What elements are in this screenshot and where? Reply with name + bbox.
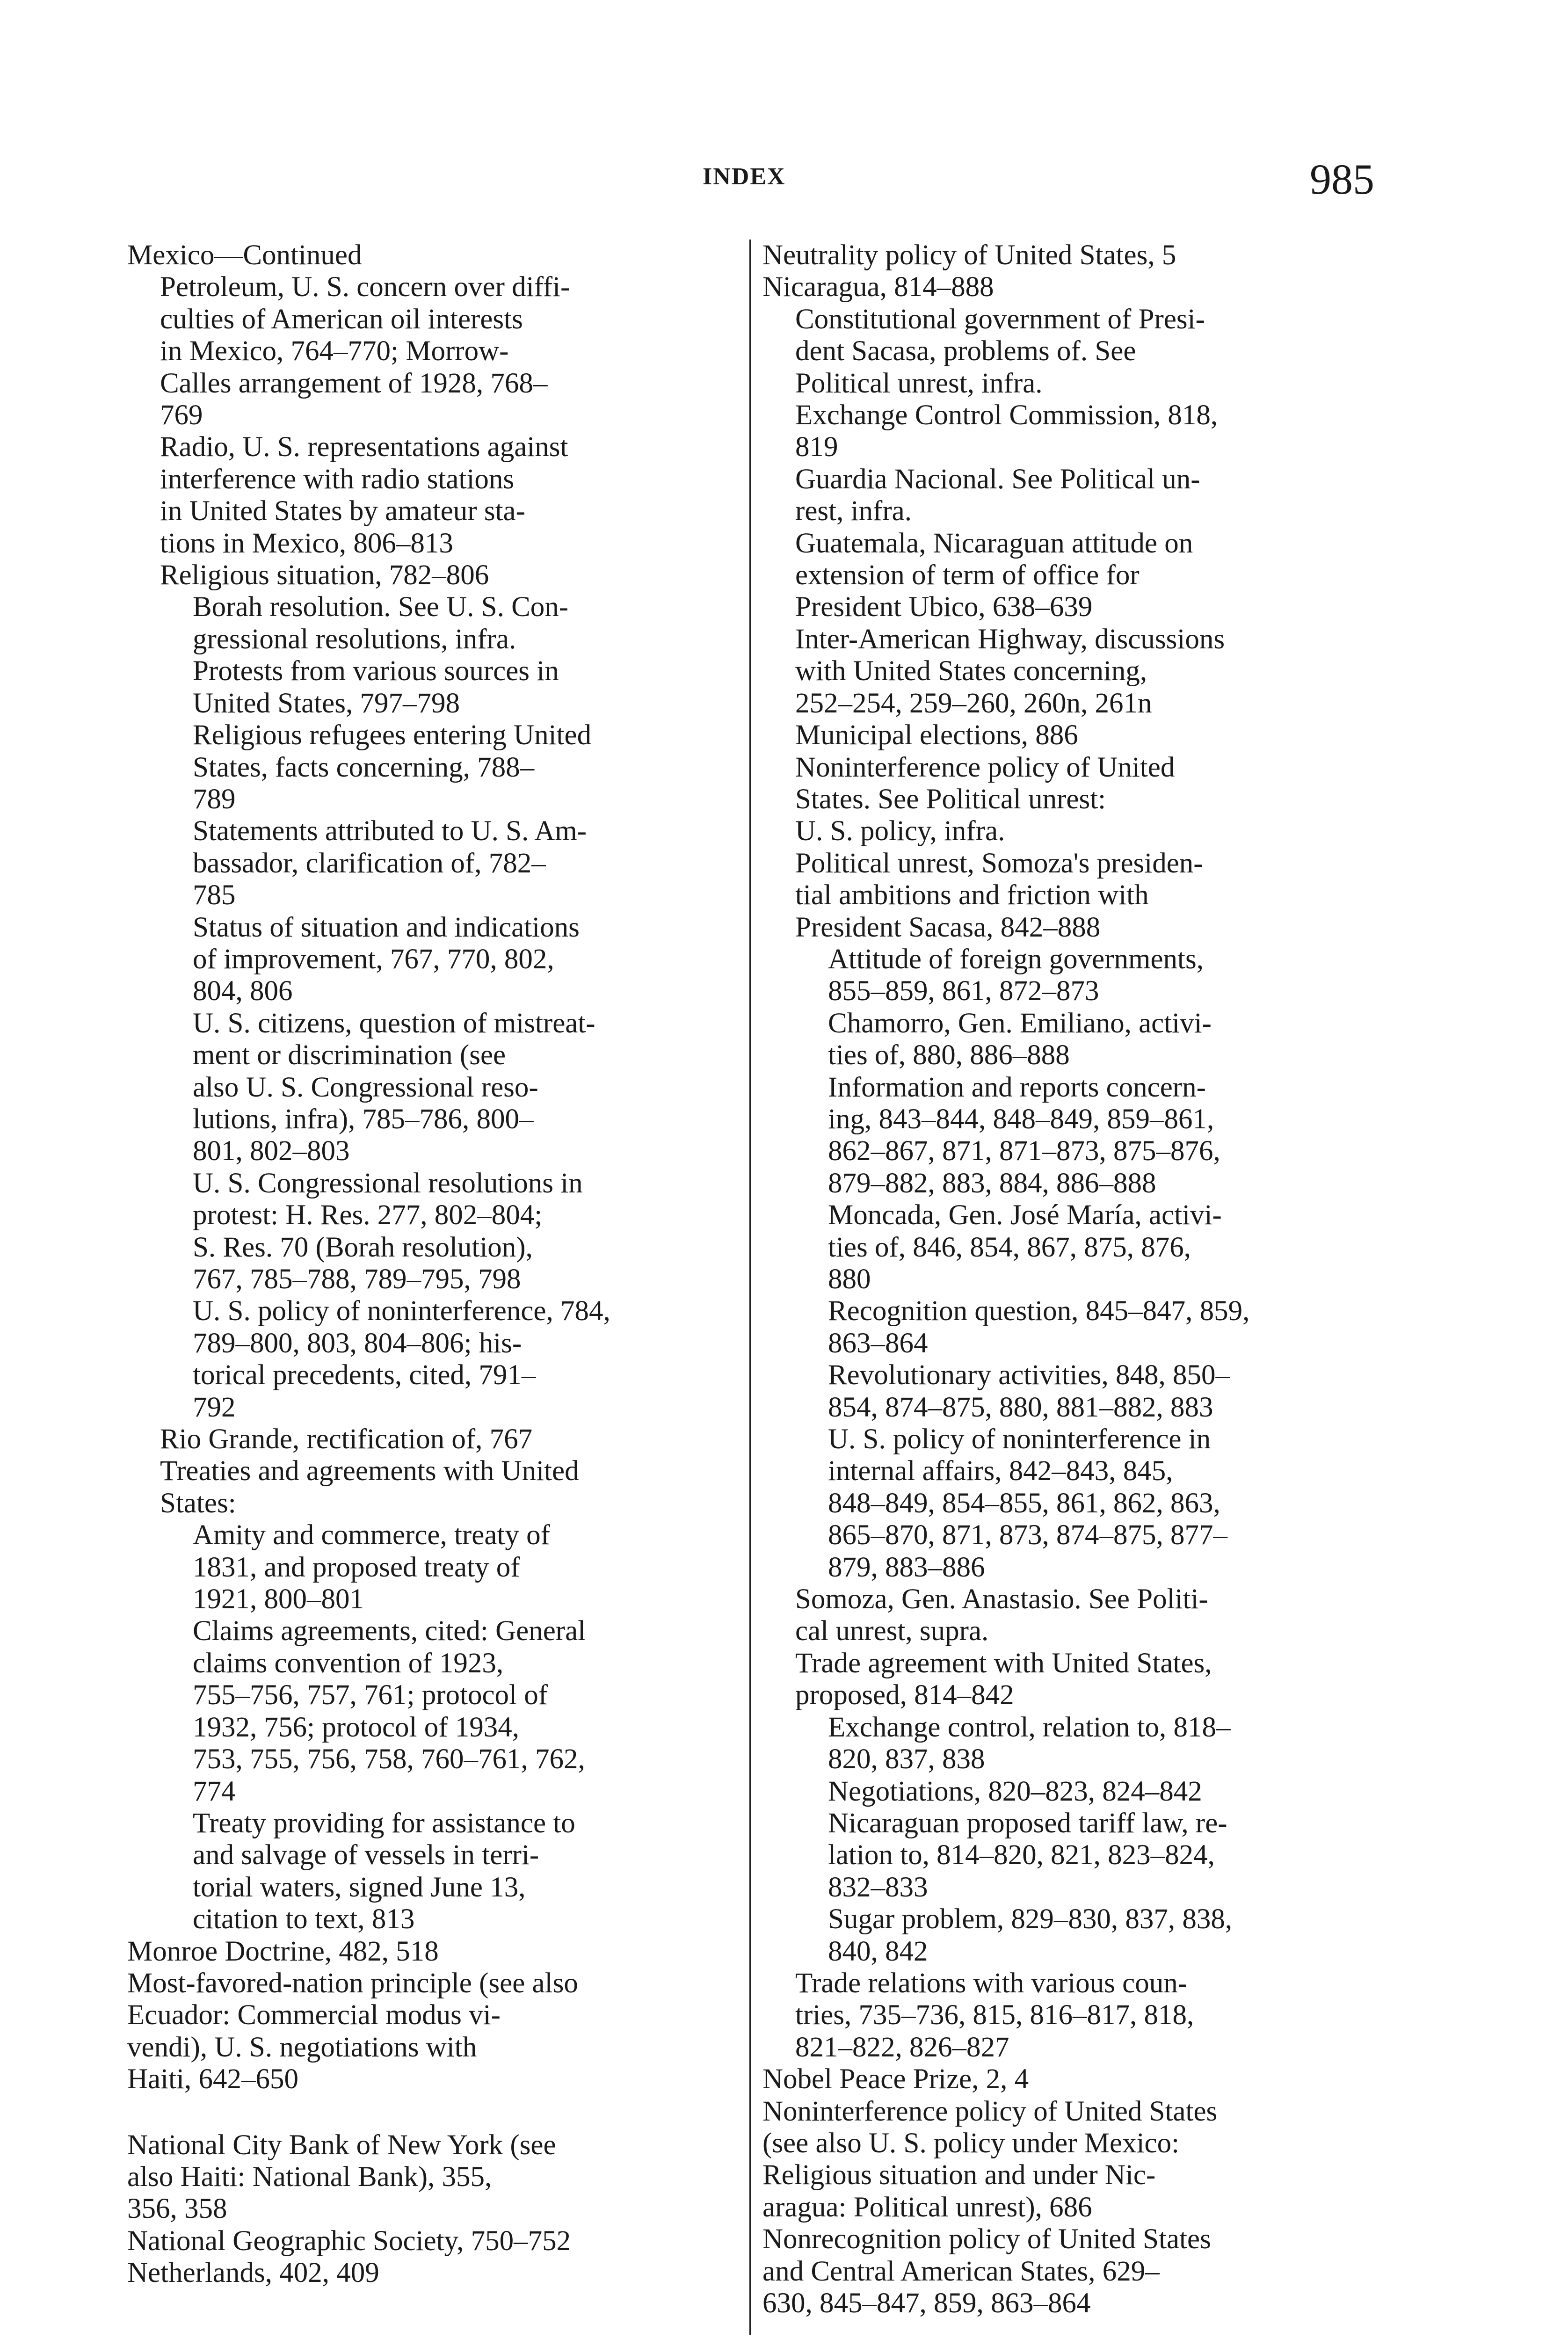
index-entry-line: Guatemala, Nicaraguan attitude on <box>795 527 1193 559</box>
index-entry-line: claims convention of 1923, <box>193 1647 504 1679</box>
index-entry-line: lutions, infra), 785–786, 800– <box>193 1103 534 1135</box>
index-entry-line: Most-favored-nation principle (see also <box>127 1967 578 1999</box>
index-entry-line: 1831, and proposed treaty of <box>193 1551 520 1583</box>
index-entry-line: President Sacasa, 842–888 <box>795 911 1101 943</box>
index-entry-line: National Geographic Society, 750–752 <box>127 2225 571 2257</box>
index-entry-line: ties of, 880, 886–888 <box>828 1039 1070 1071</box>
index-entry <box>127 431 749 559</box>
index-entry <box>127 240 749 271</box>
index-entry-line: Moncada, Gen. José María, activi- <box>828 1199 1222 1231</box>
index-entry-line: President Ubico, 638–639 <box>795 591 1093 623</box>
index-entry-line: U. S. policy of noninterference, 784, <box>193 1295 610 1327</box>
index-entry-line: bassador, clarification of, 782– <box>193 847 546 879</box>
index-entry-line: also U. S. Congressional reso- <box>193 1071 538 1103</box>
index-entry <box>762 1648 1385 1712</box>
index-entry <box>762 1776 1385 1808</box>
index-entry-line: 865–870, 871, 873, 874–875, 877– <box>828 1519 1227 1551</box>
index-entry <box>762 719 1385 751</box>
index-entry-line: 755–756, 757, 761; protocol of <box>193 1679 548 1711</box>
index-entry-line: 801, 802–803 <box>193 1135 350 1167</box>
index-entry-line: Haiti, 642–650 <box>127 2063 298 2095</box>
index-entry-line: and Central American States, 629– <box>762 2255 1160 2287</box>
index-entry-line: Calles arrangement of 1928, 768– <box>160 367 548 399</box>
page-title: INDEX <box>703 163 786 190</box>
index-entry-line: 789 <box>193 783 236 815</box>
index-entry-line: Petroleum, U. S. concern over diffi- <box>160 271 570 303</box>
index-entry-line: Ecuador: Commercial modus vi- <box>127 1999 501 2031</box>
index-entry <box>127 1295 749 1424</box>
index-entry-line: ties of, 846, 854, 867, 875, 876, <box>828 1231 1191 1263</box>
index-entry-line: torical precedents, cited, 791– <box>193 1359 536 1391</box>
index-entry-line: Political unrest, infra. <box>795 367 1043 399</box>
index-entry <box>762 2096 1385 2224</box>
index-entry-line: Protests from various sources in <box>193 655 559 687</box>
index-entry <box>127 1968 749 2096</box>
index-entry <box>762 944 1385 1008</box>
index-entry-line: Guardia Nacional. See Political un- <box>795 463 1200 495</box>
index-entry-line: Inter-American Highway, discussions <box>795 623 1225 655</box>
index-entry-line: rest, infra. <box>795 495 912 527</box>
index-entry <box>127 559 749 591</box>
index-entry-line: 862–867, 871, 871–873, 875–876, <box>828 1135 1220 1167</box>
index-entry-line: Exchange Control Commission, 818, <box>795 400 1218 431</box>
index-entry-line: 1921, 800–801 <box>193 1584 364 1615</box>
index-entry <box>127 815 749 911</box>
index-entry-line: Netherlands, 402, 409 <box>127 2257 379 2289</box>
index-entry <box>127 655 749 719</box>
index-entry <box>127 2225 749 2257</box>
index-entry-line: Nicaragua, 814–888 <box>762 271 994 303</box>
index-entry <box>127 1008 749 1168</box>
index-entry-line: 840, 842 <box>828 1935 928 1967</box>
index-entry-line: Sugar problem, 829–830, 837, 838, <box>828 1903 1233 1935</box>
index-entry-line: 769 <box>160 400 203 431</box>
index-entry-line: Nicaraguan proposed tariff law, re- <box>828 1807 1227 1839</box>
index-entry-line: Borah resolution. See U. S. Con- <box>193 591 569 623</box>
index-entry <box>762 1968 1385 2063</box>
index-entry <box>127 271 749 431</box>
index-entry-line: with United States concerning, <box>795 655 1147 687</box>
index-entry-line: Noninterference policy of United States <box>762 2095 1218 2127</box>
index-entry-line: 832–833 <box>828 1871 928 1903</box>
index-entry-line: Recognition question, 845–847, 859, <box>828 1295 1250 1327</box>
index-entry-line: Nonrecognition policy of United States <box>762 2223 1211 2255</box>
index-entry-line: Political unrest, Somoza's presiden- <box>795 847 1203 879</box>
index-entry <box>127 591 749 655</box>
index-entry <box>762 1359 1385 1424</box>
index-entry <box>127 1615 749 1807</box>
index-entry <box>127 2129 749 2225</box>
index-entry-line: Negotiations, 820–823, 824–842 <box>828 1775 1202 1807</box>
index-entry-line: cal unrest, supra. <box>795 1615 989 1647</box>
index-entry-line: in United States by amateur sta- <box>160 495 525 527</box>
index-entry-line: 879, 883–886 <box>828 1551 985 1583</box>
index-entry-line: 767, 785–788, 789–795, 798 <box>193 1264 521 1295</box>
index-entry-line: aragua: Political unrest), 686 <box>762 2191 1092 2223</box>
index-entry-line: Claims agreements, cited: General <box>193 1615 586 1647</box>
index-entry-line: 855–859, 861, 872–873 <box>828 975 1099 1007</box>
index-entry-line: United States, 797–798 <box>193 687 460 719</box>
index-entry <box>127 1808 749 1936</box>
index-entry <box>762 2223 1385 2319</box>
index-entry-line: gressional resolutions, infra. <box>193 623 516 655</box>
index-entry-line: dent Sacasa, problems of. See <box>795 335 1136 367</box>
index-entry-line: Treaties and agreements with United <box>160 1455 579 1487</box>
index-entry <box>762 1424 1385 1584</box>
index-entry <box>762 2063 1385 2095</box>
index-entry-line: tries, 735–736, 815, 816–817, 818, <box>795 1999 1194 2031</box>
entry-spacer <box>127 2096 749 2129</box>
index-entry <box>762 304 1385 400</box>
index-entry-line: 1932, 756; protocol of 1934, <box>193 1711 520 1743</box>
index-entry-line: Monroe Doctrine, 482, 518 <box>127 1935 439 1967</box>
column-divider <box>749 240 751 2335</box>
index-entry <box>127 1455 749 1519</box>
index-entry-line: States: <box>160 1487 236 1519</box>
index-entry-line: tial ambitions and friction with <box>795 879 1149 911</box>
index-entry-line: Trade agreement with United States, <box>795 1647 1212 1679</box>
index-entry-line: Radio, U. S. representations against <box>160 431 568 463</box>
index-entry-line: Nobel Peace Prize, 2, 4 <box>762 2063 1029 2095</box>
index-entry-line: Rio Grande, rectification of, 767 <box>160 1424 533 1455</box>
index-entry <box>762 1199 1385 1295</box>
index-entry <box>762 752 1385 848</box>
index-entry-line: torial waters, signed June 13, <box>193 1871 526 1903</box>
index-column-right <box>762 240 1385 2319</box>
index-entry-line: vendi), U. S. negotiations with <box>127 2031 477 2063</box>
index-entry-line: interference with radio stations <box>160 463 515 495</box>
index-entry <box>762 1808 1385 1903</box>
index-entry-line: culties of American oil interests <box>160 303 523 335</box>
index-entry-line: Statements attributed to U. S. Am- <box>193 815 587 847</box>
index-entry-line: 863–864 <box>828 1327 928 1359</box>
index-entry-line: 252–254, 259–260, 260n, 261n <box>795 687 1152 719</box>
index-entry <box>127 1168 749 1296</box>
index-entry-line: 356, 358 <box>127 2193 227 2225</box>
index-entry-line: Somoza, Gen. Anastasio. See Politi- <box>795 1584 1208 1615</box>
index-entry-line: Municipal elections, 886 <box>795 719 1078 751</box>
index-entry-line: 848–849, 854–855, 861, 862, 863, <box>828 1487 1220 1519</box>
index-entry <box>762 464 1385 528</box>
index-entry-line: Religious situation and under Nic- <box>762 2159 1156 2191</box>
index-entry <box>127 1519 749 1615</box>
index-entry-line: 821–822, 826–827 <box>795 2031 1009 2063</box>
index-entry <box>127 2257 749 2289</box>
index-entry-line: lation to, 814–820, 821, 823–824, <box>828 1839 1215 1871</box>
index-entry-line: National City Bank of New York (see <box>127 2129 556 2161</box>
index-entry-line: 785 <box>193 879 236 911</box>
index-entry-line: 819 <box>795 431 838 463</box>
index-entry-line: 880 <box>828 1264 871 1295</box>
index-entry-line: tions in Mexico, 806–813 <box>160 527 453 559</box>
index-column-left <box>127 240 749 2289</box>
page-number: 985 <box>1310 155 1374 203</box>
index-entry <box>762 848 1385 944</box>
index-entry <box>127 912 749 1008</box>
index-entry-line: Religious situation, 782–806 <box>160 559 489 591</box>
index-entry-line: 753, 755, 756, 758, 760–761, 762, <box>193 1743 585 1775</box>
index-entry-line: protest: H. Res. 277, 802–804; <box>193 1199 543 1231</box>
index-entry <box>762 1712 1385 1776</box>
index-entry-line: Chamorro, Gen. Emiliano, activi- <box>828 1007 1212 1039</box>
index-entry <box>762 400 1385 464</box>
index-entry-line: proposed, 814–842 <box>795 1679 1014 1711</box>
index-entry-line: U. S. policy of noninterference in <box>828 1424 1211 1455</box>
index-entry-line: Treaty providing for assistance to <box>193 1807 575 1839</box>
index-entry-line: 879–882, 883, 884, 886–888 <box>828 1167 1156 1199</box>
index-entry-line: 789–800, 803, 804–806; his- <box>193 1327 522 1359</box>
index-entry-line: Trade relations with various coun- <box>795 1967 1188 1999</box>
index-entry-line: ing, 843–844, 848–849, 859–861, <box>828 1103 1214 1135</box>
index-entry-line: Noninterference policy of United <box>795 751 1175 783</box>
index-entry-line: ment or discrimination (see <box>193 1039 506 1071</box>
index-entry-line: 820, 837, 838 <box>828 1743 985 1775</box>
index-entry-line: Exchange control, relation to, 818– <box>828 1711 1231 1743</box>
index-entry-line: extension of term of office for <box>795 559 1140 591</box>
index-entry-line: Religious refugees entering United <box>193 719 592 751</box>
index-entry <box>127 719 749 815</box>
index-entry-line: of improvement, 767, 770, 802, <box>193 943 554 975</box>
index-entry-line: Attitude of foreign governments, <box>828 943 1204 975</box>
index-entry-line: 804, 806 <box>193 975 293 1007</box>
index-entry-line: 774 <box>193 1775 236 1807</box>
index-entry-line: 854, 874–875, 880, 881–882, 883 <box>828 1391 1213 1423</box>
index-entry-line: (see also U. S. policy under Mexico: <box>762 2127 1180 2159</box>
index-entry-line: Mexico—Continued <box>127 240 362 271</box>
index-entry-line: Information and reports concern- <box>828 1071 1206 1103</box>
index-entry-line: Constitutional government of Presi- <box>795 303 1205 335</box>
index-entry <box>127 1424 749 1455</box>
index-entry-line: U. S. policy, infra. <box>795 815 1005 847</box>
index-entry <box>762 271 1385 303</box>
index-entry-line: also Haiti: National Bank), 355, <box>127 2161 492 2193</box>
index-entry-line: Neutrality policy of United States, 5 <box>762 240 1176 271</box>
index-entry <box>762 1008 1385 1072</box>
index-entry-line: Status of situation and indications <box>193 911 580 943</box>
index-entry <box>762 624 1385 719</box>
index-entry-line: U. S. Congressional resolutions in <box>193 1167 583 1199</box>
index-entry-line: S. Res. 70 (Borah resolution), <box>193 1231 533 1263</box>
index-entry-line: States, facts concerning, 788– <box>193 751 535 783</box>
index-entry <box>762 240 1385 271</box>
index-entry-line: States. See Political unrest: <box>795 783 1106 815</box>
index-entry <box>762 1903 1385 1968</box>
index-entry-line: citation to text, 813 <box>193 1903 415 1935</box>
index-entry-line: internal affairs, 842–843, 845, <box>828 1455 1173 1487</box>
index-entry <box>762 1584 1385 1648</box>
index-entry-line: 630, 845–847, 859, 863–864 <box>762 2288 1091 2319</box>
index-entry-line: and salvage of vessels in terri- <box>193 1839 539 1871</box>
index-entry <box>762 528 1385 624</box>
index-entry-line: Revolutionary activities, 848, 850– <box>828 1359 1230 1391</box>
index-entry <box>762 1295 1385 1359</box>
index-entry-line: in Mexico, 764–770; Morrow- <box>160 335 509 367</box>
index-entry <box>127 1936 749 1968</box>
index-entry-line: U. S. citizens, question of mistreat- <box>193 1007 595 1039</box>
index-entry-line: Amity and commerce, treaty of <box>193 1519 550 1551</box>
index-entry-line: 792 <box>193 1391 236 1423</box>
index-entry <box>762 1072 1385 1200</box>
